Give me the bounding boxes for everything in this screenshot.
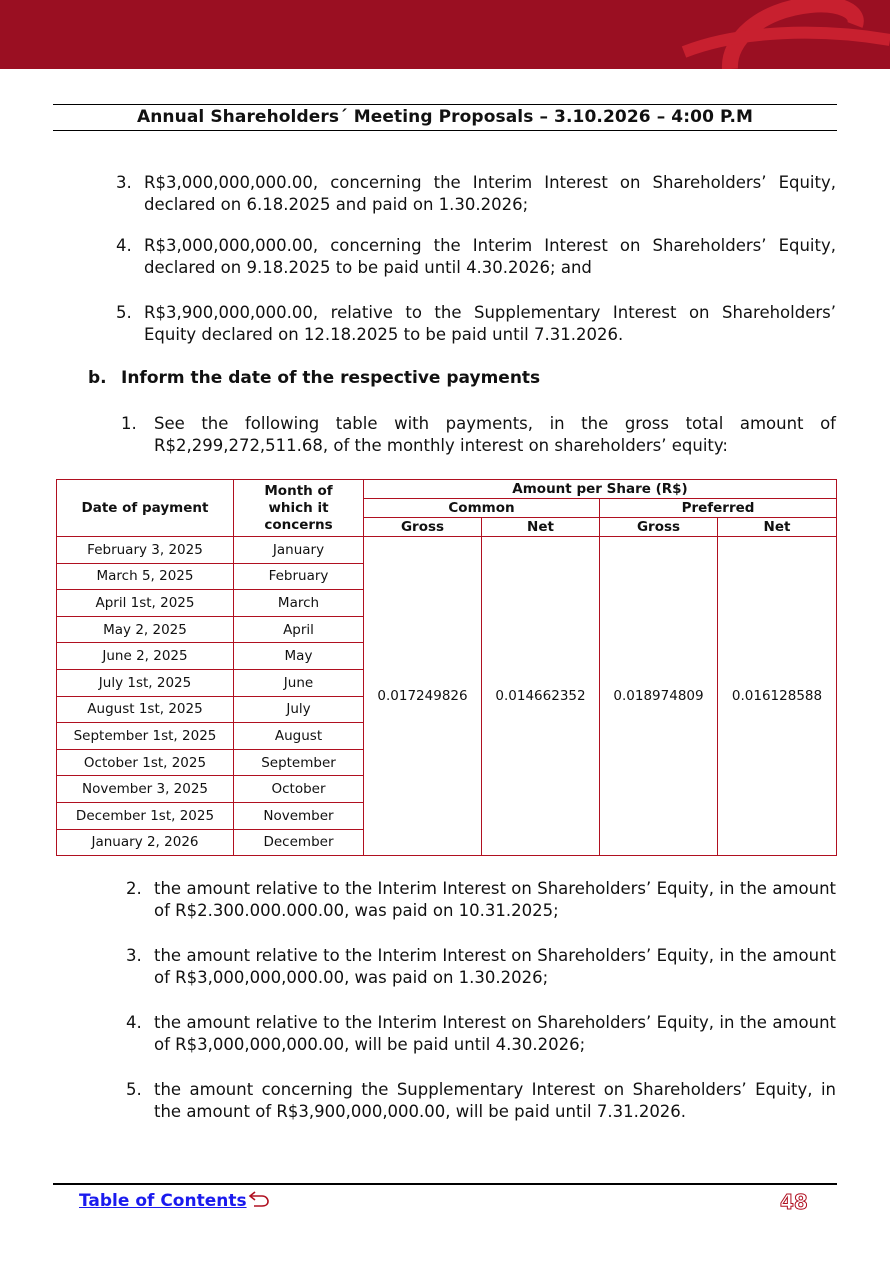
list-item bbox=[121, 413, 836, 457]
cell-month: February bbox=[234, 563, 364, 590]
cell-month: August bbox=[234, 723, 364, 750]
list-item-number: 5. bbox=[126, 1080, 142, 1099]
cell-month: March bbox=[234, 590, 364, 617]
brand-logo-icon bbox=[0, 0, 890, 69]
header-preferred: Preferred bbox=[600, 499, 837, 518]
header-preferred-net: Net bbox=[718, 518, 837, 537]
header-amount-per-share: Amount per Share (R$) bbox=[364, 480, 837, 499]
list-item bbox=[126, 1079, 836, 1123]
list-item-text: R$3,000,000,000.00, concerning the Interim Interest on Shareholders’ Equity, declared on 9.18.2025 to be paid until 4.30.2026; and bbox=[144, 236, 836, 277]
footer-rule bbox=[53, 1183, 837, 1185]
section-letter: b. bbox=[88, 368, 107, 388]
cell-date: February 3, 2025 bbox=[57, 537, 234, 564]
cell-month: May bbox=[234, 643, 364, 670]
list-item-text: the amount relative to the Interim Interest on Shareholders’ Equity, in the amount of R$2.300.000.000.00, was paid on 10.31.2025; bbox=[154, 879, 836, 920]
list-item-number: 3. bbox=[116, 173, 132, 192]
cell-date: November 3, 2025 bbox=[57, 776, 234, 803]
list-item bbox=[116, 172, 836, 216]
list-item-number: 3. bbox=[126, 946, 142, 965]
cell-date: March 5, 2025 bbox=[57, 563, 234, 590]
list-item-text: R$3,000,000,000.00, concerning the Interim Interest on Shareholders’ Equity, declared on 6.18.2025 and paid on 1.30.2026; bbox=[144, 173, 836, 214]
cell-date: August 1st, 2025 bbox=[57, 696, 234, 723]
payments-table bbox=[56, 479, 837, 856]
section-heading bbox=[88, 368, 540, 388]
cell-month: October bbox=[234, 776, 364, 803]
list-item-text: the amount relative to the Interim Interest on Shareholders’ Equity, in the amount of R$3,000,000,000.00, will be paid until 4.30.2026; bbox=[154, 1013, 836, 1054]
header-common-gross: Gross bbox=[364, 518, 482, 537]
cell-date: October 1st, 2025 bbox=[57, 749, 234, 776]
header-common: Common bbox=[364, 499, 600, 518]
header-date-of-payment: Date of payment bbox=[57, 480, 234, 537]
cell-month: July bbox=[234, 696, 364, 723]
list-item-number: 5. bbox=[116, 303, 132, 322]
section-heading-text: Inform the date of the respective payments bbox=[121, 368, 541, 388]
list-item-text: See the following table with payments, in the gross total amount of R$2,299,272,511.68, of the monthly interest on shareholders’ equity: bbox=[154, 414, 836, 455]
table-row bbox=[57, 537, 837, 564]
cell-month: June bbox=[234, 669, 364, 696]
cell-common-gross: 0.017249826 bbox=[364, 537, 482, 856]
list-item bbox=[126, 878, 836, 922]
list-item-number: 2. bbox=[126, 879, 142, 898]
header-rule-bottom bbox=[53, 130, 837, 131]
list-item-text: the amount relative to the Interim Interest on Shareholders’ Equity, in the amount of R$3,000,000,000.00, was paid on 1.30.2026; bbox=[154, 946, 836, 987]
list-item-number: 4. bbox=[116, 236, 132, 255]
cell-common-net: 0.014662352 bbox=[482, 537, 600, 856]
list-item-number: 4. bbox=[126, 1013, 142, 1032]
document-title: Annual Shareholders´ Meeting Proposals – 3.10.2026 – 4:00 P.M bbox=[136, 107, 754, 127]
cell-date: January 2, 2026 bbox=[57, 829, 234, 856]
header-month: Month of which it concerns bbox=[234, 480, 364, 537]
cell-date: December 1st, 2025 bbox=[57, 802, 234, 829]
table-of-contents-link[interactable]: Table of Contents bbox=[79, 1191, 247, 1211]
list-item bbox=[126, 945, 836, 989]
return-arrow-icon[interactable] bbox=[248, 1188, 270, 1212]
list-item-text: the amount concerning the Supplementary Interest on Shareholders’ Equity, in the amount of R$3,900,000,000.00, will be paid until 7.31.2026. bbox=[154, 1080, 836, 1121]
list-item bbox=[126, 1012, 836, 1056]
cell-month: January bbox=[234, 537, 364, 564]
page-number: 48 bbox=[780, 1190, 808, 1214]
list-item bbox=[116, 235, 836, 279]
cell-date: July 1st, 2025 bbox=[57, 669, 234, 696]
cell-month: September bbox=[234, 749, 364, 776]
header-preferred-gross: Gross bbox=[600, 518, 718, 537]
cell-date: May 2, 2025 bbox=[57, 616, 234, 643]
cell-month: April bbox=[234, 616, 364, 643]
list-item bbox=[116, 302, 836, 346]
list-item-text: R$3,900,000,000.00, relative to the Supplementary Interest on Shareholders’ Equity declared on 12.18.2025 to be paid until 7.31.2026. bbox=[144, 303, 836, 344]
cell-month: December bbox=[234, 829, 364, 856]
cell-preferred-gross: 0.018974809 bbox=[600, 537, 718, 856]
cell-preferred-net: 0.016128588 bbox=[718, 537, 837, 856]
header-rule-top bbox=[53, 104, 837, 105]
cell-date: June 2, 2025 bbox=[57, 643, 234, 670]
cell-month: November bbox=[234, 802, 364, 829]
list-item-number: 1. bbox=[121, 414, 137, 433]
cell-date: April 1st, 2025 bbox=[57, 590, 234, 617]
header-common-net: Net bbox=[482, 518, 600, 537]
header-banner bbox=[0, 0, 890, 69]
cell-date: September 1st, 2025 bbox=[57, 723, 234, 750]
